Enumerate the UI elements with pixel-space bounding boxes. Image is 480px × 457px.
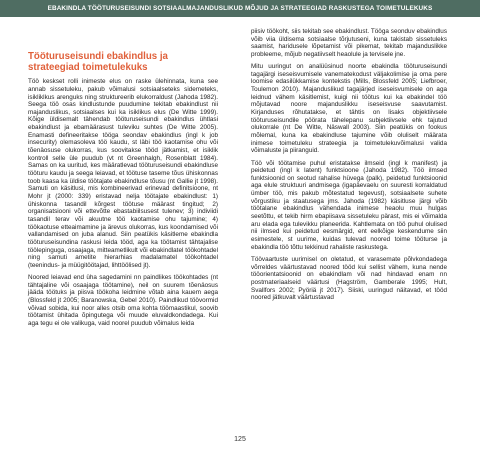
body-paragraph: Töö keskset rolli inimeste elus on raske ülehinnata, kuna see annab sissetuleku, pakub võimalusi sotsiaalseteks sidemeteks, isikliklkus arenguks ning struktureerib elukorraldust (Jahoda 1982). Seega töö osas kindlustunde puudumine tekitab ebakindlust nii majanduslikus, sotsiaalses kui ka isiklikus elus (De Witte 1999). Kõige üldisemalt tähendab tööturuseisundi ebakindlus ühtlasi ebakindlust ja ebamäärasust tuleviku suhtes (De Witte 2005). Enamasti defineeritakse tööga seondav ebakindlus (ingl k job insecurity) olemasoleva töö kaudu, st läbi töö kaotamise ohu või tõenäosuse olukorras, kus soovitakse tööd jätkamist, et isiklik kontroll selle üle puudub (vt nt Greenhalgh, Rosenblatt 1984). Samas on ka uuritud, kes määratlevad tööturuseisundi ebakindluse tööturu kaudu ja seega leiavad, et töötuse taseme tõus ühiskonnas toob kaasa ka üldise töötajate ebakindluse tõusu (nt Gallie jt 1998). Samuti on käsitlusi, mis kombineerivad erinevad definitsioone, nt Mohr jt (2000: 339) eristavad nelja töötajate ebakindlust: 1) ühiskonna tasandil kõrgest töötuse määrast tingitud; 2) organisatsiooni või ettevõtte ebastabiilsusest tulenev; 3) indiviidi tasandil terav või akuutne töö kaotamise ohu tajumine; 4) töökaotuse etteaimamine ja ärevus olukorras, kus koondamised või vallandamised on juba alanud. Siin peatükis käsitleme ebakindla tööturuseisundina raskusi leida tööd, aga ka töötamist tähtajalise töölepinguga, osaajaga, mitteametlikult või ebakindlatel töökohtadel ning samuti ametite hierarhias madalamatel töökohtadel (teenindus- ja müügitöötajad, lihttöölised jt). — [28, 78, 218, 269]
running-header — [0, 0, 480, 17]
left-column — [28, 52, 218, 332]
right-column — [251, 28, 447, 306]
body-paragraph: Noored leiavad end üha sagedamini nn paindlikes töökohtades (nt tähtajaline või osaajaga töötamine), neil on suurem tõenäosus jääda töötuks ja piisva töökoha leidmine võtab aina kauem aega (Blossfeld jt 2005; Baranowska, Gebel 2010). Paindlikud töövormid võivad sobida, kui noor alles otsib oma kohta töömaastikul, soovib töötamist ühitada õpingutega või muude eluvaldkondadega. Kui aga tegu ei ole valikuga, vaid noorel puudub võimalus leida — [28, 274, 218, 328]
page-number: 125 — [234, 436, 246, 443]
body-paragraph: Mitu uuringut on analüüsinud noorte ebakindla tööturuseisundi tagajärgi iseseisvumisele vanematekodust väljakolimise ja oma pere loomise edasilükkamise kontekstis (Mills, Blossfeld 2005; Liefbroer, Toulemon 2010). Majanduslikud tagajärjed iseseisvumisele on aga leidnud vähem käsitlemist, kuigi nii töötus kui ka ebakindel töö mõjutavad noore majanduslikku iseseisvuse saavutamist. Kirjanduses rõhutatakse, et tähtis on lisaks objektiivsele tööturuseisundile pöörata tähelepanu subjektiivsele ehk tajutud olukorrale (nt De Witte, Näswall 2003). Siin peatükis on fookus mõlemal, kuna ka ebakindluse tajumine võib oluliselt määrata inimese toimetuleku strateegia ja toimetulekuvõimalusi valida võimaluste ja piiranguid. — [251, 63, 447, 155]
section-title: Tööturuseisundi ebakindlus ja strateegiad toimetulekuks — [28, 51, 168, 73]
body-paragraph: piisiv töökoht, siis tekitab see ebakindlust. Tööga seonduv ebakindlus võib viia üldisema sotsiaalse tõrjutuseni, kuna takistab sissetuleks saamist, haridusele lõpetamist või pikemat, tekitab majanduslikke probleeme, mõjub negatiivselt heaolule ja tervisele jne. — [251, 28, 447, 58]
running-header-title: EBAKINDLA TÖÖTURUSEISUNDI SOTSIAALMAJANDUSLIKUD MÕJUD JA STRATEEGIAD RASKUSTEGA TOIMETULEKUKS — [47, 5, 433, 12]
body-paragraph: Töö või töötamise puhul eristatakse ilmseid (ingl k manifest) ja peidetud (ingl k latent) funktsioone (Jahoda 1982). Töö ilmsed funktsioonid on seotud rahalise hüvega (palk), peidetud funktsioonid aga elule struktuuri andmisega (igapäevaelu on suuresti korraldatud ümber töö, mis pakub mõtestatud tegevust), sotsiaalsete suhete võrgustiku ja staatusega jms. Jahoda (1982) käsitluse järgi võib töötalane ebakindlus vähendada inimese heaolu muu hulgas seetõttu, et tekib hirm ebapiisava sissetuleku pärast, mis ei võimalda aru elada ega tulevikku planeerida. Kahtlemata on töö puhul olulised nii ilmsed kui peidetud eesmärgid, ent eelkõige keskendume siin esimestele, st uurime, kuidas tulevad noored toime tööturse ja ebakindla töö tõttu tekkinud rahaliste raskustega. — [251, 159, 447, 251]
body-paragraph: Töövaartuste uurimisel on oletatud, et varasemate põlvkondadega võrreldes väärtustavad noored tööd kui sellist vähem, kuna nende tööorientatsioonid on ebakindlam või nad hindavad enam nn postmateriaalseid väärtusi (Hagström, Gamberale 1995; Hult, Svallfors 2002; Pyöriä jt 2017). Siiski, uuringud näitavad, et tööd noored jätkuvalt väärtustavad — [251, 255, 447, 302]
